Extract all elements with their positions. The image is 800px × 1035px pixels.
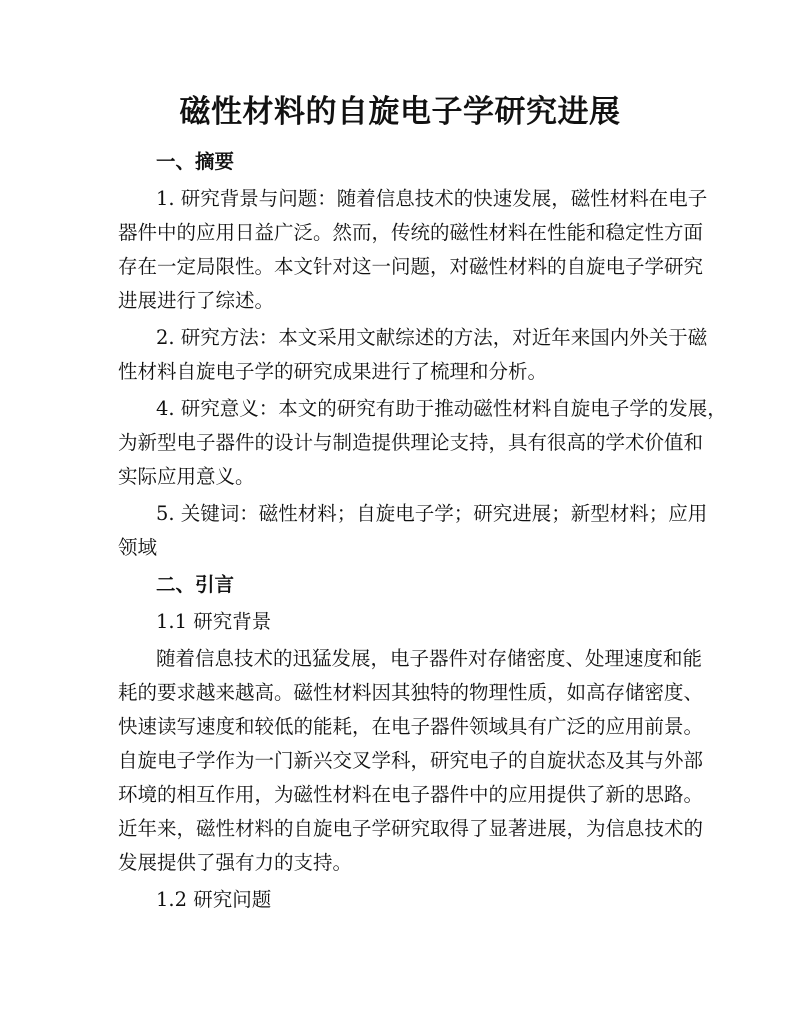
text-line: 1. 研究背景与问题：随着信息技术的快速发展，磁性材料在电子 xyxy=(156,187,708,210)
document-title: 磁性材料的自旋电子学研究进展 xyxy=(179,94,621,130)
text-line: 领域 xyxy=(118,536,158,559)
text-line: 进展进行了综述。 xyxy=(118,289,275,312)
introduction-paragraph-background xyxy=(118,642,704,880)
text-line: 实际应用意义。 xyxy=(118,465,255,488)
section-heading-introduction: 二、引言 xyxy=(156,573,235,596)
abstract-paragraph-method xyxy=(118,321,708,389)
text-line: 存在一定局限性。本文针对这一问题，对磁性材料的自旋电子学研究 xyxy=(118,255,704,278)
subsection-heading-background: 1.1 研究背景 xyxy=(156,610,272,633)
abstract-paragraph-keywords xyxy=(118,497,708,565)
text-line: 4. 研究意义：本文的研究有助于推动磁性材料自旋电子学的发展， xyxy=(156,397,727,420)
document-body xyxy=(118,145,727,920)
abstract-paragraph-background xyxy=(118,182,708,318)
text-line: 性材料自旋电子学的研究成果进行了梳理和分析。 xyxy=(118,360,548,383)
subsection-heading-research-question: 1.2 研究问题 xyxy=(156,888,272,911)
text-line: 5. 关键词：磁性材料；自旋电子学；研究进展；新型材料；应用 xyxy=(156,502,708,525)
abstract-paragraph-significance xyxy=(118,392,727,494)
text-line: 耗的要求越来越高。磁性材料因其独特的物理性质，如高存储密度、 xyxy=(118,681,704,704)
text-line: 为新型电子器件的设计与制造提供理论支持，具有很高的学术价值和 xyxy=(118,431,704,454)
text-line: 环境的相互作用，为磁性材料在电子器件中的应用提供了新的思路。 xyxy=(118,783,704,806)
text-line: 快速读写速度和较低的能耗，在电子器件领域具有广泛的应用前景。 xyxy=(118,715,704,738)
text-line: 器件中的应用日益广泛。然而，传统的磁性材料在性能和稳定性方面 xyxy=(118,221,704,244)
text-line: 近年来，磁性材料的自旋电子学研究取得了显著进展，为信息技术的 xyxy=(118,817,704,840)
text-line: 自旋电子学作为一门新兴交叉学科，研究电子的自旋状态及其与外部 xyxy=(118,749,704,772)
text-line: 随着信息技术的迅猛发展，电子器件对存储密度、处理速度和能 xyxy=(156,647,703,670)
text-line: 发展提供了强有力的支持。 xyxy=(118,851,353,874)
text-line: 2. 研究方法：本文采用文献综述的方法，对近年来国内外关于磁 xyxy=(156,326,708,349)
section-heading-abstract: 一、摘要 xyxy=(156,150,235,173)
